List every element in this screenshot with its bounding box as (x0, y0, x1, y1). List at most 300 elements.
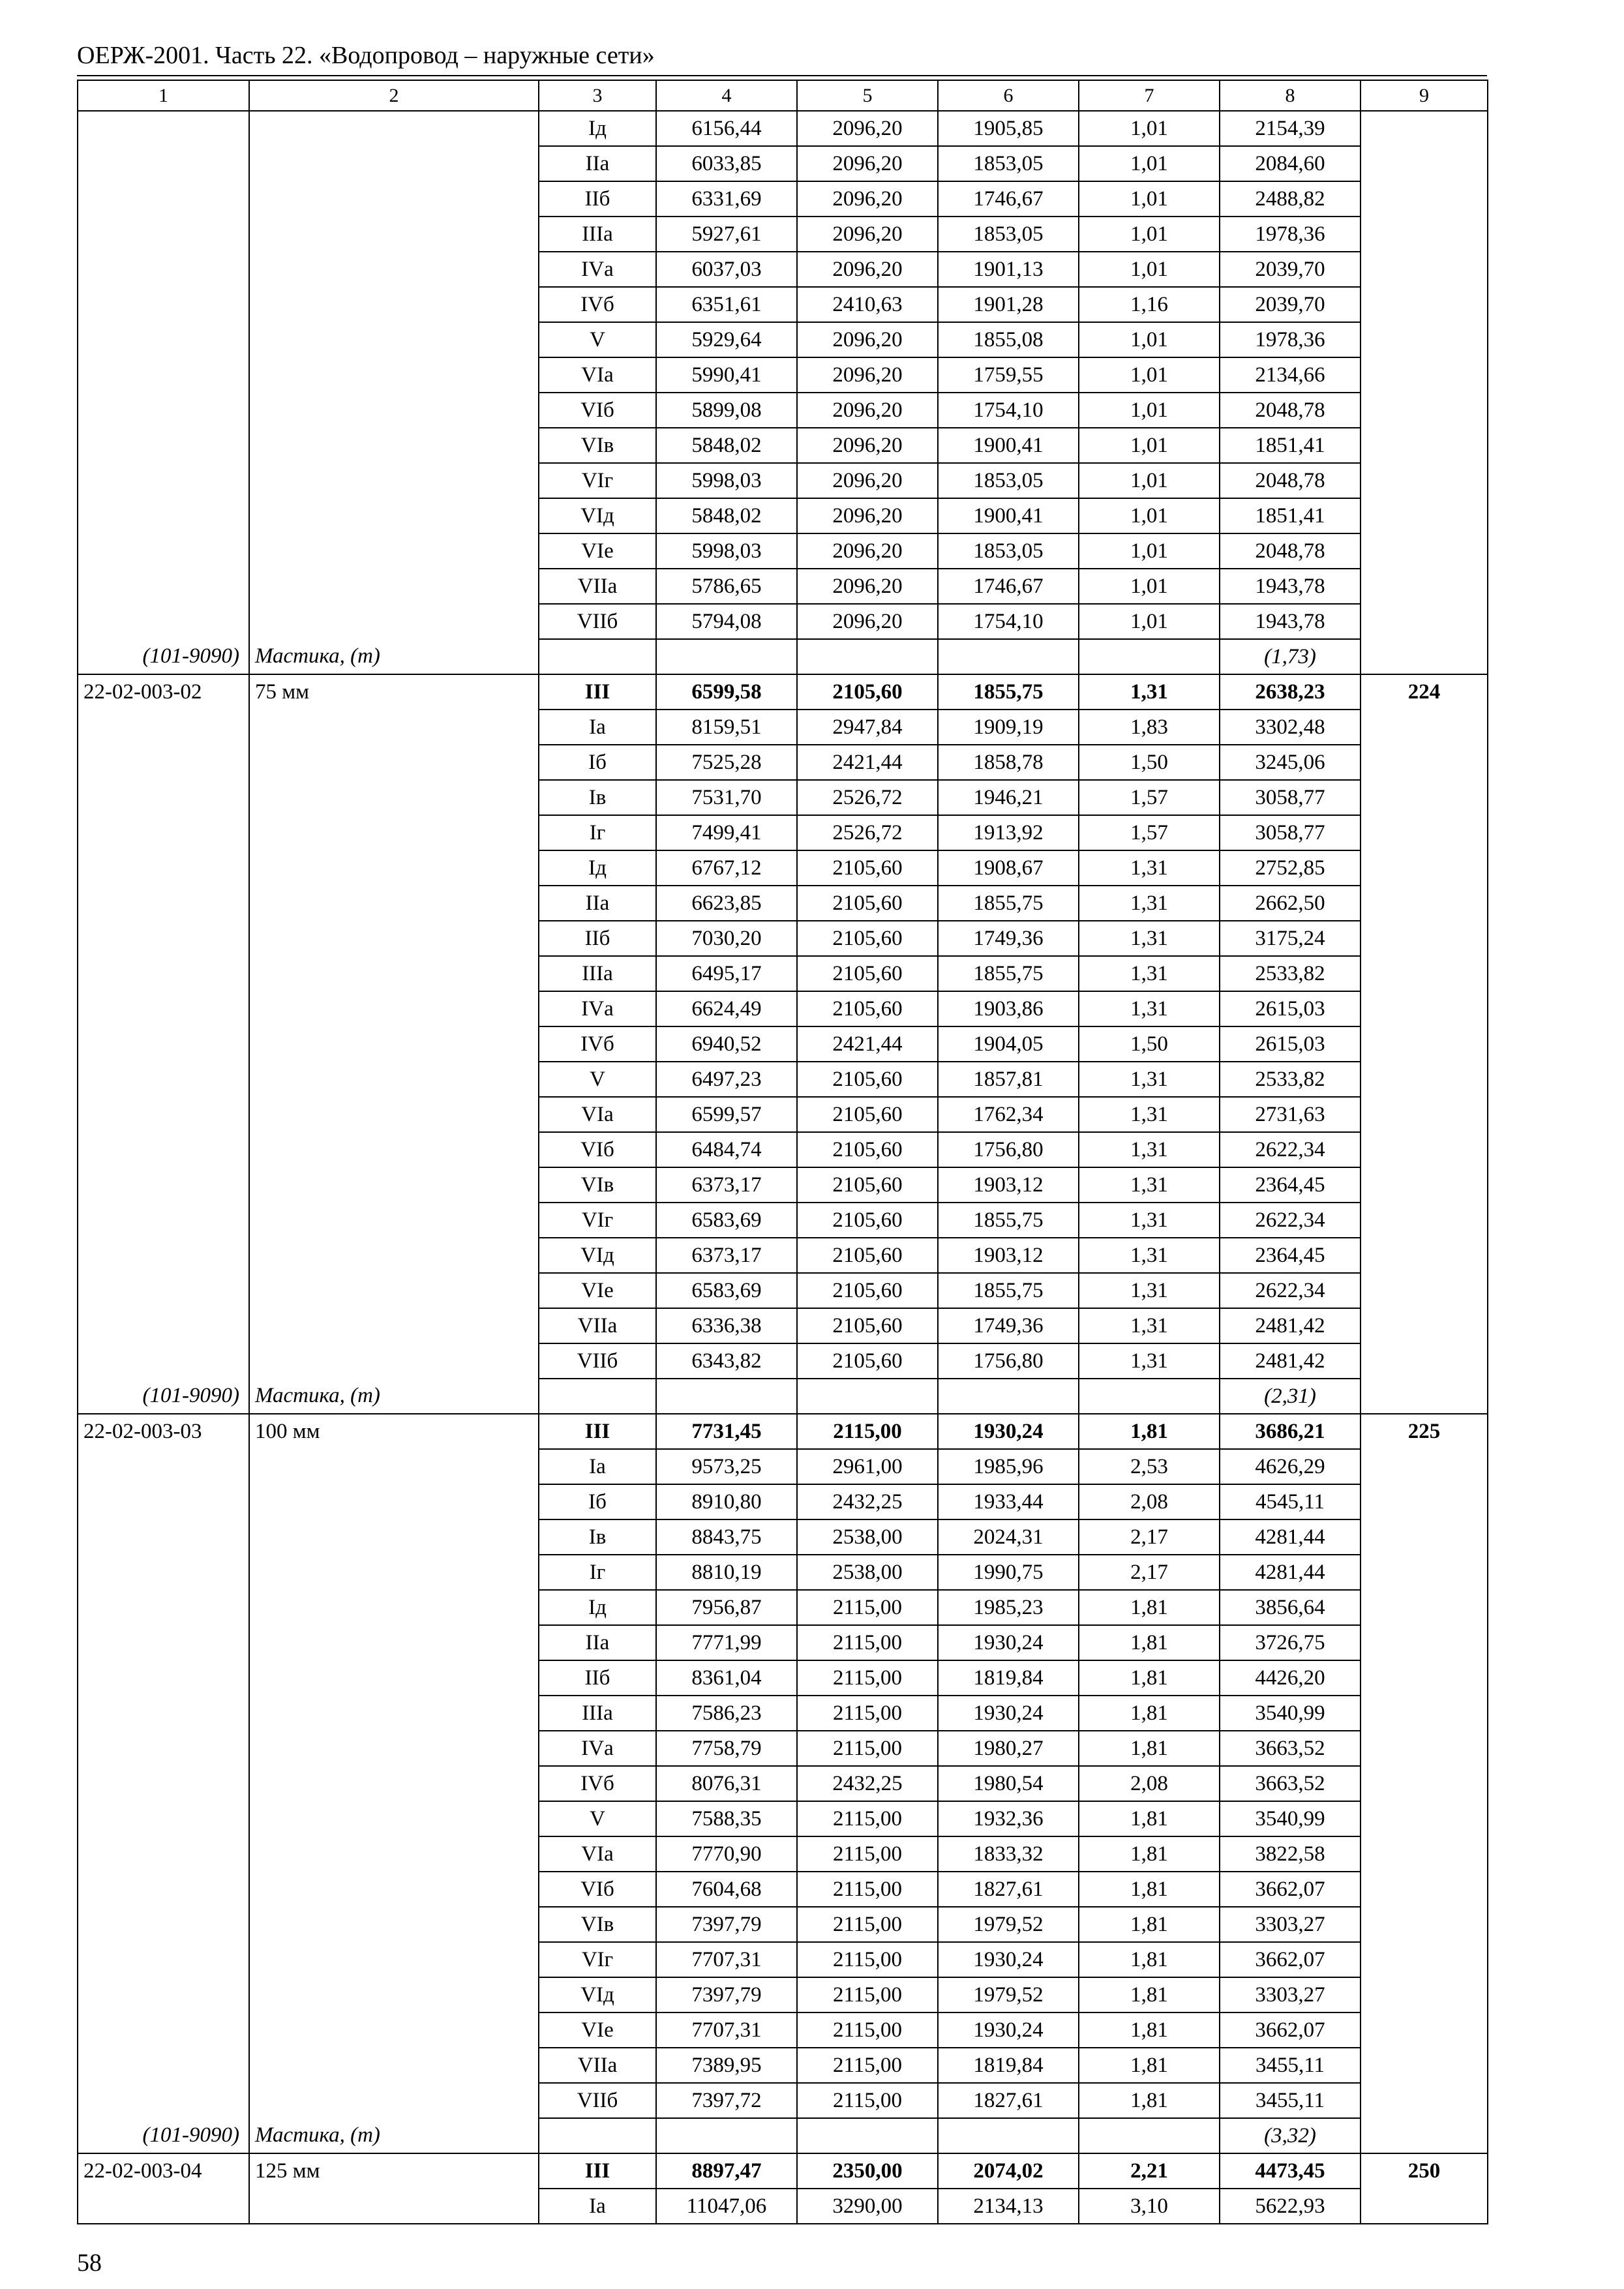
total-value (1361, 1097, 1488, 1132)
labor-cost: 2432,25 (797, 1484, 938, 1519)
machine-cost: 1819,84 (938, 2048, 1079, 2083)
machine-cost: 1749,36 (938, 1308, 1079, 1343)
table-row (78, 1801, 1488, 1836)
base-cost: 6623,85 (656, 886, 797, 921)
item-name (249, 2189, 539, 2224)
rate-code (78, 1872, 249, 1907)
machine-cost: 1855,75 (938, 1273, 1079, 1308)
base-cost: 6331,69 (656, 181, 797, 217)
base-cost: 5786,65 (656, 569, 797, 604)
labor-hours: 1,81 (1079, 2048, 1220, 2083)
region-zone: IIб (539, 181, 656, 217)
rate-code (78, 956, 249, 991)
material-cost: 1978,36 (1220, 217, 1361, 252)
base-cost: 6336,38 (656, 1308, 797, 1343)
table-row (78, 2083, 1488, 2118)
material-cost: 2622,34 (1220, 1273, 1361, 1308)
base-cost: 8843,75 (656, 1519, 797, 1555)
total-value (1361, 1625, 1488, 1660)
material-cost: 1943,78 (1220, 569, 1361, 604)
total-value (1361, 498, 1488, 533)
labor-cost: 2105,60 (797, 1308, 938, 1343)
material-cost: 2615,03 (1220, 1026, 1361, 1062)
material-cost: 2615,03 (1220, 991, 1361, 1026)
item-name (249, 1026, 539, 1062)
material-cost: 2533,82 (1220, 956, 1361, 991)
rate-code (78, 780, 249, 815)
region-zone: VIг (539, 463, 656, 498)
item-name (249, 1449, 539, 1484)
rate-code (78, 569, 249, 604)
rate-code (78, 815, 249, 850)
base-cost: 7731,45 (656, 1414, 797, 1449)
base-cost: 7499,41 (656, 815, 797, 850)
base-cost: 7525,28 (656, 745, 797, 780)
base-cost: 6037,03 (656, 252, 797, 287)
empty-cell (539, 639, 656, 674)
region-zone: III (539, 2153, 656, 2189)
table-row (78, 1625, 1488, 1660)
base-cost: 7397,79 (656, 1907, 797, 1942)
labor-cost: 2526,72 (797, 780, 938, 815)
rate-code (78, 886, 249, 921)
material-cost: 3686,21 (1220, 1414, 1361, 1449)
machine-cost: 1930,24 (938, 2012, 1079, 2048)
rate-code (78, 921, 249, 956)
material-row (78, 639, 1488, 674)
material-cost: 2039,70 (1220, 252, 1361, 287)
machine-cost: 1979,52 (938, 1907, 1079, 1942)
labor-cost: 2115,00 (797, 2012, 938, 2048)
rate-code (78, 2189, 249, 2224)
labor-hours: 1,81 (1079, 1660, 1220, 1696)
table-row (78, 252, 1488, 287)
region-zone: IVб (539, 1026, 656, 1062)
total-value (1361, 1907, 1488, 1942)
base-cost: 6484,74 (656, 1132, 797, 1167)
machine-cost: 1746,67 (938, 569, 1079, 604)
labor-hours: 1,01 (1079, 428, 1220, 463)
machine-cost: 2074,02 (938, 2153, 1079, 2189)
rate-code (78, 1555, 249, 1590)
region-zone: Iд (539, 850, 656, 886)
labor-hours: 1,50 (1079, 1026, 1220, 1062)
total-value (1361, 1026, 1488, 1062)
material-cost: 2481,42 (1220, 1308, 1361, 1343)
labor-hours: 1,01 (1079, 533, 1220, 569)
machine-cost: 1930,24 (938, 1625, 1079, 1660)
region-zone: VIв (539, 428, 656, 463)
labor-hours: 1,01 (1079, 604, 1220, 639)
rate-code (78, 463, 249, 498)
table-row (78, 393, 1488, 428)
machine-cost: 1857,81 (938, 1062, 1079, 1097)
machine-cost: 1909,19 (938, 710, 1079, 745)
rate-code (78, 1484, 249, 1519)
labor-hours: 1,81 (1079, 2012, 1220, 2048)
rate-code (78, 1907, 249, 1942)
table-row (78, 1836, 1488, 1872)
total-value (1361, 1203, 1488, 1238)
empty-cell (797, 639, 938, 674)
labor-cost: 2096,20 (797, 111, 938, 146)
labor-hours: 1,31 (1079, 921, 1220, 956)
total-value (1361, 956, 1488, 991)
region-zone: Iа (539, 1449, 656, 1484)
rate-code (78, 1977, 249, 2012)
table-row (78, 1238, 1488, 1273)
machine-cost: 1853,05 (938, 146, 1079, 181)
machine-cost: 1833,32 (938, 1836, 1079, 1872)
material-cost: 3303,27 (1220, 1977, 1361, 2012)
total-value (1361, 1660, 1488, 1696)
region-zone: Iг (539, 1555, 656, 1590)
labor-cost: 2115,00 (797, 1907, 938, 1942)
labor-hours: 1,31 (1079, 956, 1220, 991)
rate-code (78, 1766, 249, 1801)
table-row (78, 569, 1488, 604)
rate-code (78, 287, 249, 322)
labor-cost: 2096,20 (797, 217, 938, 252)
total-value (1361, 357, 1488, 393)
base-cost: 5848,02 (656, 428, 797, 463)
labor-cost: 2096,20 (797, 604, 938, 639)
region-zone: IIб (539, 1660, 656, 1696)
region-zone: VIа (539, 1836, 656, 1872)
base-cost: 8361,04 (656, 1660, 797, 1696)
material-name: Мастика, (т) (249, 2118, 539, 2153)
table-row (78, 850, 1488, 886)
material-cost: 3663,52 (1220, 1731, 1361, 1766)
labor-cost: 2115,00 (797, 1590, 938, 1625)
total-value (1361, 1766, 1488, 1801)
rate-code (78, 1273, 249, 1308)
labor-hours: 1,31 (1079, 991, 1220, 1026)
base-cost: 7397,72 (656, 2083, 797, 2118)
empty-cell (656, 639, 797, 674)
total-value (1361, 533, 1488, 569)
labor-hours: 1,31 (1079, 1097, 1220, 1132)
table-row (78, 1696, 1488, 1731)
material-cost: 2481,42 (1220, 1343, 1361, 1379)
region-zone: Iд (539, 111, 656, 146)
material-cost: 5622,93 (1220, 2189, 1361, 2224)
region-zone: VIа (539, 357, 656, 393)
labor-hours: 1,31 (1079, 1343, 1220, 1379)
table-row (78, 1449, 1488, 1484)
material-cost: 2638,23 (1220, 674, 1361, 710)
region-zone: IVа (539, 252, 656, 287)
machine-cost: 1930,24 (938, 1942, 1079, 1977)
material-cost: 2533,82 (1220, 1062, 1361, 1097)
total-value (1361, 146, 1488, 181)
base-cost: 7707,31 (656, 2012, 797, 2048)
material-cost: 2039,70 (1220, 287, 1361, 322)
total-value (1361, 252, 1488, 287)
rate-code (78, 533, 249, 569)
base-cost: 6599,57 (656, 1097, 797, 1132)
page-header: ОЕРЖ-2001. Часть 22. «Водопровод – наружные сети» (77, 42, 655, 69)
machine-cost: 1933,44 (938, 1484, 1079, 1519)
machine-cost: 1930,24 (938, 1414, 1079, 1449)
table-row (78, 1343, 1488, 1379)
region-zone: VIг (539, 1203, 656, 1238)
empty-cell (1079, 639, 1220, 674)
total-value (1361, 393, 1488, 428)
machine-cost: 1913,92 (938, 815, 1079, 850)
machine-cost: 1855,75 (938, 956, 1079, 991)
machine-cost: 2024,31 (938, 1519, 1079, 1555)
region-zone: VIб (539, 1872, 656, 1907)
machine-cost: 1855,75 (938, 674, 1079, 710)
total-value (1361, 181, 1488, 217)
rate-code (78, 850, 249, 886)
empty-cell (1361, 1379, 1488, 1414)
labor-cost: 2115,00 (797, 1942, 938, 1977)
total-value (1361, 850, 1488, 886)
machine-cost: 2134,13 (938, 2189, 1079, 2224)
rate-code (78, 252, 249, 287)
col-header: 1 (78, 80, 249, 111)
material-cost: 2488,82 (1220, 181, 1361, 217)
table-row (78, 886, 1488, 921)
empty-cell (797, 2118, 938, 2153)
rate-code (78, 1308, 249, 1343)
table-row (78, 991, 1488, 1026)
item-name (249, 956, 539, 991)
rate-code (78, 1519, 249, 1555)
labor-cost: 2538,00 (797, 1555, 938, 1590)
rate-code (78, 1731, 249, 1766)
material-cost: 2622,34 (1220, 1132, 1361, 1167)
rate-code (78, 1696, 249, 1731)
table-row (78, 1132, 1488, 1167)
region-zone: Iв (539, 780, 656, 815)
base-cost: 7531,70 (656, 780, 797, 815)
rate-code (78, 2012, 249, 2048)
material-cost: 3455,11 (1220, 2048, 1361, 2083)
base-cost: 5794,08 (656, 604, 797, 639)
table-row (78, 1519, 1488, 1555)
total-value (1361, 1872, 1488, 1907)
machine-cost: 1908,67 (938, 850, 1079, 886)
item-name (249, 710, 539, 745)
page-number: 58 (77, 2249, 102, 2277)
region-zone: IIIа (539, 217, 656, 252)
labor-cost: 2115,00 (797, 1414, 938, 1449)
region-zone: VIе (539, 2012, 656, 2048)
base-cost: 7707,31 (656, 1942, 797, 1977)
base-cost: 6497,23 (656, 1062, 797, 1097)
rate-code (78, 745, 249, 780)
rate-code (78, 1801, 249, 1836)
region-zone: IVб (539, 1766, 656, 1801)
machine-cost: 1749,36 (938, 921, 1079, 956)
machine-cost: 1904,05 (938, 1026, 1079, 1062)
base-cost: 6583,69 (656, 1203, 797, 1238)
material-code: (101-9090) (78, 2118, 249, 2153)
total-value (1361, 1977, 1488, 2012)
labor-hours: 1,81 (1079, 1590, 1220, 1625)
total-value (1361, 428, 1488, 463)
region-zone: VIд (539, 1977, 656, 2012)
labor-cost: 2115,00 (797, 1696, 938, 1731)
labor-cost: 2538,00 (797, 1519, 938, 1555)
item-name (249, 1907, 539, 1942)
machine-cost: 1900,41 (938, 498, 1079, 533)
item-name (249, 533, 539, 569)
rate-code (78, 2083, 249, 2118)
machine-cost: 1901,13 (938, 252, 1079, 287)
labor-cost: 2096,20 (797, 569, 938, 604)
region-zone: IIа (539, 1625, 656, 1660)
rate-code (78, 322, 249, 357)
labor-hours: 1,31 (1079, 1132, 1220, 1167)
table-row (78, 2189, 1488, 2224)
table-row (78, 745, 1488, 780)
item-name (249, 1766, 539, 1801)
total-value (1361, 780, 1488, 815)
base-cost: 6495,17 (656, 956, 797, 991)
labor-cost: 2410,63 (797, 287, 938, 322)
base-cost: 6583,69 (656, 1273, 797, 1308)
total-value: 250 (1361, 2153, 1488, 2189)
machine-cost: 1759,55 (938, 357, 1079, 393)
material-cost: 3175,24 (1220, 921, 1361, 956)
item-name (249, 1343, 539, 1379)
total-value (1361, 1308, 1488, 1343)
machine-cost: 1900,41 (938, 428, 1079, 463)
material-cost: 2134,66 (1220, 357, 1361, 393)
item-name (249, 780, 539, 815)
machine-cost: 1980,27 (938, 1731, 1079, 1766)
labor-cost: 2421,44 (797, 745, 938, 780)
machine-cost: 1855,75 (938, 886, 1079, 921)
machine-cost: 1930,24 (938, 1696, 1079, 1731)
item-name (249, 498, 539, 533)
rate-code: 22-02-003-04 (78, 2153, 249, 2189)
material-cost: 2084,60 (1220, 146, 1361, 181)
material-cost: 2731,63 (1220, 1097, 1361, 1132)
region-zone: IIIа (539, 956, 656, 991)
total-value (1361, 1696, 1488, 1731)
column-number-row (78, 80, 1488, 111)
rate-code (78, 217, 249, 252)
total-value: 225 (1361, 1414, 1488, 1449)
table-row (78, 1273, 1488, 1308)
rate-code (78, 1449, 249, 1484)
rate-code (78, 991, 249, 1026)
base-cost: 6940,52 (656, 1026, 797, 1062)
table-row (78, 322, 1488, 357)
rate-code (78, 1942, 249, 1977)
labor-cost: 2115,00 (797, 1836, 938, 1872)
item-name (249, 1696, 539, 1731)
region-zone: VIIб (539, 604, 656, 639)
item-name (249, 569, 539, 604)
item-name (249, 1062, 539, 1097)
region-zone: III (539, 1414, 656, 1449)
material-cost: 4473,45 (1220, 2153, 1361, 2189)
total-value (1361, 1519, 1488, 1555)
base-cost: 6156,44 (656, 111, 797, 146)
region-zone: IVб (539, 287, 656, 322)
material-cost: 3303,27 (1220, 1907, 1361, 1942)
table-row (78, 815, 1488, 850)
region-zone: VIб (539, 393, 656, 428)
machine-cost: 1905,85 (938, 111, 1079, 146)
rate-code (78, 1836, 249, 1872)
base-cost: 5927,61 (656, 217, 797, 252)
labor-hours: 1,01 (1079, 252, 1220, 287)
labor-hours: 2,08 (1079, 1484, 1220, 1519)
header-rule (77, 75, 1487, 76)
labor-hours: 1,01 (1079, 357, 1220, 393)
rate-code (78, 1590, 249, 1625)
rate-code (78, 498, 249, 533)
total-value (1361, 111, 1488, 146)
material-cost: 4545,11 (1220, 1484, 1361, 1519)
item-name (249, 217, 539, 252)
labor-hours: 1,81 (1079, 1731, 1220, 1766)
total-value (1361, 1484, 1488, 1519)
labor-cost: 2096,20 (797, 498, 938, 533)
labor-cost: 2115,00 (797, 2083, 938, 2118)
region-zone: Iв (539, 1519, 656, 1555)
base-cost: 6599,58 (656, 674, 797, 710)
region-zone: VIг (539, 1942, 656, 1977)
table-row (78, 1872, 1488, 1907)
rate-code (78, 604, 249, 639)
material-cost: 3662,07 (1220, 1942, 1361, 1977)
total-value (1361, 710, 1488, 745)
rate-code (78, 1026, 249, 1062)
item-name (249, 1731, 539, 1766)
total-value (1361, 287, 1488, 322)
region-zone: VIе (539, 1273, 656, 1308)
machine-cost: 1827,61 (938, 1872, 1079, 1907)
base-cost: 11047,06 (656, 2189, 797, 2224)
item-name (249, 1625, 539, 1660)
table-row (78, 2048, 1488, 2083)
labor-hours: 1,31 (1079, 674, 1220, 710)
labor-hours: 1,01 (1079, 322, 1220, 357)
total-value (1361, 886, 1488, 921)
table-row (78, 1167, 1488, 1203)
labor-hours: 1,31 (1079, 1062, 1220, 1097)
machine-cost: 1762,34 (938, 1097, 1079, 1132)
labor-cost: 2105,60 (797, 991, 938, 1026)
table-row (78, 956, 1488, 991)
table-row (78, 1555, 1488, 1590)
labor-hours: 1,57 (1079, 780, 1220, 815)
labor-cost: 2105,60 (797, 1167, 938, 1203)
table-row (78, 710, 1488, 745)
labor-hours: 1,01 (1079, 393, 1220, 428)
item-name (249, 1167, 539, 1203)
base-cost: 9573,25 (656, 1449, 797, 1484)
item-name (249, 1308, 539, 1343)
labor-hours: 1,83 (1079, 710, 1220, 745)
base-cost: 5998,03 (656, 463, 797, 498)
item-name (249, 1942, 539, 1977)
region-zone: V (539, 1801, 656, 1836)
labor-hours: 1,31 (1079, 1238, 1220, 1273)
region-zone: IVа (539, 991, 656, 1026)
empty-cell (938, 639, 1079, 674)
machine-cost: 1903,86 (938, 991, 1079, 1026)
table-row (78, 780, 1488, 815)
